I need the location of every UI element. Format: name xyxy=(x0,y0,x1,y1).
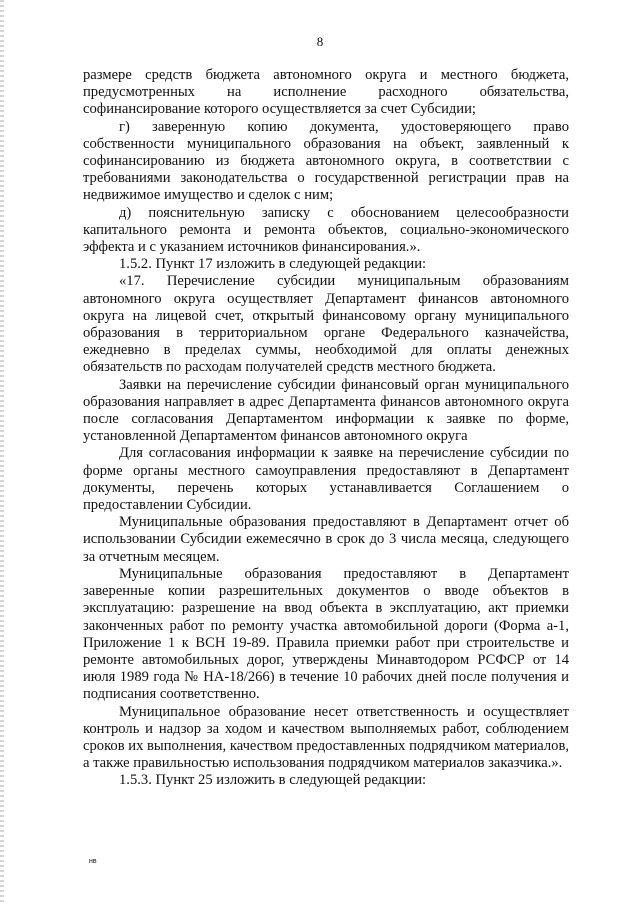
paragraph-1-5-3: 1.5.3. Пункт 25 изложить в следующей редакции: xyxy=(119,772,427,789)
paragraph-applications: Заявки на перечисление субсидии финансовый орган муниципального образования направляет в адрес Департамента финансов автономного округа после согласования Департаментом информации к заявке по форме, установленной Департаментом финансов автономного округа xyxy=(83,376,569,445)
paragraph-responsibility: Муниципальное образование несет ответственность и осуществляет контроль и надзор за ходом и качеством выполняемых работ, соблюдением сроков их выполнения, качеством предоставленных подрядчиком материалов, а также правильностью использования подрядчиком материалов заказчика.». xyxy=(83,703,569,772)
paragraph-permits: Муниципальные образования предоставляют в Департамент заверенные копии разрешительных документов о вводе объектов в эксплуатацию: разрешение на ввод объекта в эксплуатацию, акт приемки законченных работ по ремонту участка автомобильной дороги (Форма а-1, Приложение 1 к ВСН 19-89. Правила приемки работ при строительстве и ремонте автомобильных дорог, утверждены Минавтодором РСФСР от 14 июля 1989 года № НА-18/266) в течение 10 рабочих дней после получения и подписания соответственно. xyxy=(83,565,569,703)
footer-initials: нв xyxy=(89,858,97,865)
paragraph-coordination: Для согласования информации к заявке на перечисление субсидии по форме органы местного самоуправления предоставляют в Департамент документы, перечень которых устанавливается Соглашением о предоставлении Субсидии. xyxy=(83,445,569,514)
paragraph-point-17: «17. Перечисление субсидии муниципальным образованиям автономного округа осуществляет Департамент финансов автономного округа на лицевой счет, открытый финансовому органу муниципального образования в территориальном органе Федерального казначейства, ежедневно в пределах суммы, необходимой для оплаты денежных обязательств по расходам получателей средств местного бюджета. xyxy=(83,273,569,376)
scan-edge xyxy=(0,0,4,905)
paragraph-report: Муниципальные образования предоставляют в Департамент отчет об использовании Субсидии ежемесячно в срок до 3 числа месяца, следующего за отчетным месяцем. xyxy=(83,514,569,565)
page-number: 8 xyxy=(316,34,324,49)
paragraph-continuation: размере средств бюджета автономного округа и местного бюджета, предусмотренных на исполнение расходного обязательства, софинансирование которого осуществляется за счет Субсидии; xyxy=(83,67,569,118)
paragraph-item-d: д) пояснительную записку с обоснованием целесообразности капитального ремонта и ремонта объектов, социально-экономического эффекта и с указанием источников финансирования.». xyxy=(83,204,569,256)
paragraph-1-5-2: 1.5.2. Пункт 17 изложить в следующей редакции: xyxy=(119,256,427,273)
document-body xyxy=(83,67,569,790)
paragraph-item-g: г) заверенную копию документа, удостоверяющего право собственности муниципального образования на объект, заявленный к софинансированию из бюджета автономного округа, в соответствии с требованиями законодательства о государственной регистрации прав на недвижимое имущество и сделок с ним; xyxy=(83,118,569,204)
